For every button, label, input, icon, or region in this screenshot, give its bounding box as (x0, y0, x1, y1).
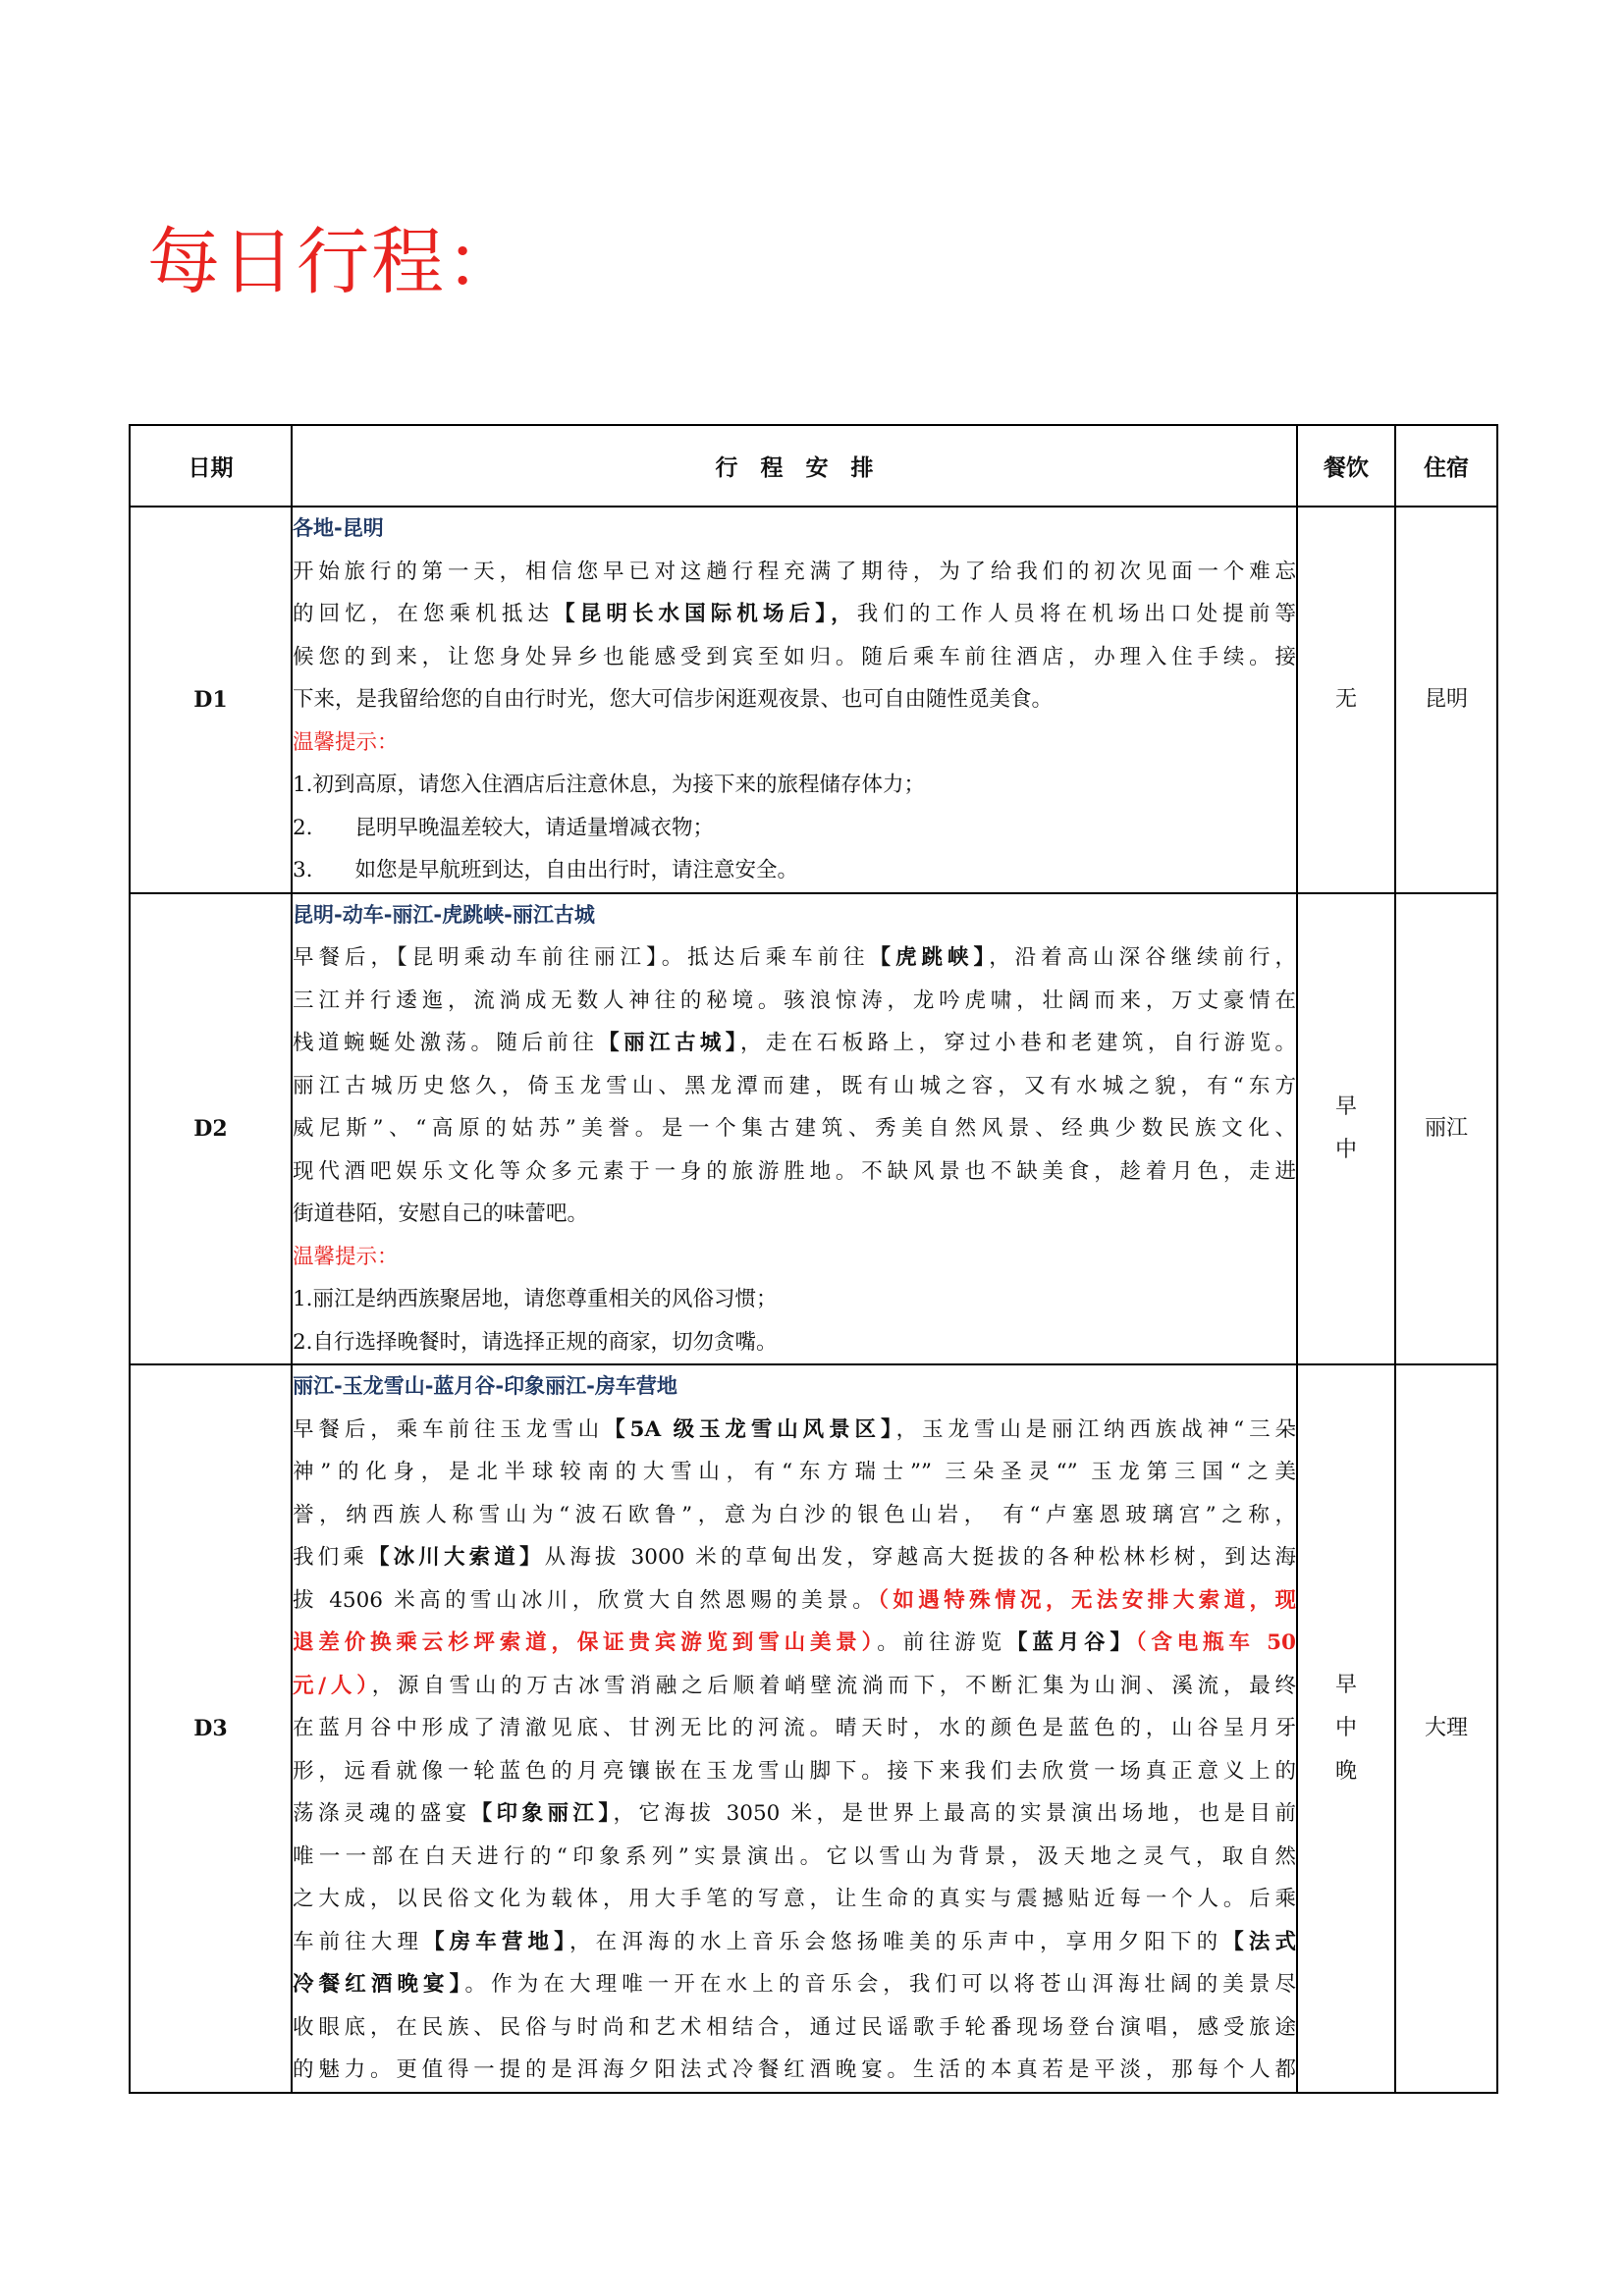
meal-lunch: 中 (1334, 1715, 1357, 1740)
body-line: 我们乘【冰川大索道】从海拔 3000 米的草甸出发，穿越高大挺拔的各种松林杉树，到达海 (293, 1545, 1296, 1570)
header-row (130, 425, 1497, 507)
body-line: 早餐后，【昆明乘动车前往丽江】。抵达后乘车前往【虎跳峡】，沿着高山深谷继续前行， (293, 945, 1296, 970)
tip-item: 1.丽江是纳西族聚居地，请您尊重相关的风俗习惯； (293, 1287, 778, 1311)
table-row-d2 (130, 893, 1497, 1365)
day-content (292, 893, 1297, 1365)
body-line: 唯一一部在白天进行的“印象系列”实景演出。它以雪山为背景，汲天地之灵气，取自然 (293, 1843, 1296, 1869)
meals-cell: 无 (1297, 507, 1395, 893)
route-title: 各地-昆明 (293, 516, 384, 540)
body-line: 早餐后，乘车前往玉龙雪山【5A 级玉龙雪山风景区】，玉龙雪山是丽江纳西族战神“三朵 (293, 1416, 1296, 1442)
meals-cell (1297, 1364, 1395, 2093)
meal-breakfast: 早 (1334, 1672, 1357, 1697)
day-content (292, 1364, 1297, 2093)
body-line: 退差价换乘云杉坪索道，保证贵宾游览到雪山美景）。前往游览【蓝月谷】（含电瓶车 50 (293, 1630, 1296, 1655)
tip-item: 3. 如您是早航班到达，自由出行时，请注意安全。 (293, 858, 799, 882)
tip-item: 2.自行选择晚餐时，请选择正规的商家，切勿贪嘴。 (293, 1329, 778, 1355)
body-line: 之大成，以民俗文化为载体，用大手笔的写意，让生命的真实与震撼贴近每一个人。后乘 (293, 1887, 1296, 1911)
body-line: 三江并行逶迤，流淌成无数人神往的秘境。骇浪惊涛，龙吟虎啸，壮阔而来，万丈豪情在 (293, 988, 1296, 1013)
body-line: 下来，是我留给您的自由行时光，您大可信步闲逛观夜景、也可自由随性觅美食。 (293, 687, 1054, 712)
lodging-cell: 丽江 (1395, 893, 1497, 1365)
tip-item: 2. 昆明早晚温差较大，请适量增减衣物； (293, 815, 715, 840)
body-line: 形，远看就像一轮蓝色的月亮镶嵌在玉龙雪山脚下。接下来我们去欣赏一场真正意义上的 (293, 1758, 1296, 1784)
tip-heading: 温馨提示： (293, 729, 399, 755)
day-label: D3 (130, 1364, 292, 2093)
route-title: 昆明-动车-丽江-虎跳峡-丽江古城 (293, 902, 595, 927)
day-label: D2 (130, 893, 292, 1365)
meal-breakfast: 早 (1334, 1094, 1357, 1119)
header-date: 日期 (130, 425, 292, 507)
day-label: D1 (130, 507, 292, 893)
body-line: 荡涤灵魂的盛宴【印象丽江】，它海拔 3050 米，是世界上最高的实景演出场地，也是目前 (293, 1801, 1296, 1826)
body-line: 的回忆，在您乘机抵达【昆明长水国际机场后】，我们的工作人员将在机场出口处提前等 (293, 602, 1296, 626)
lodging-cell: 大理 (1395, 1364, 1497, 2093)
body-line: 的魅力。更值得一提的是洱海夕阳法式冷餐红酒晚宴。生活的本真若是平淡，那每个人都 (293, 2057, 1296, 2082)
table-row-d1 (130, 507, 1497, 893)
body-line: 拔 4506 米高的雪山冰川，欣赏大自然恩赐的美景。（如遇特殊情况，无法安排大索道，现 (293, 1587, 1296, 1613)
body-line: 威尼斯”、“高原的姑苏”美誉。是一个集古建筑、秀美自然风景、经典少数民族文化、 (293, 1116, 1296, 1141)
body-line: 在蓝月谷中形成了清澈见底、甘洌无比的河流。晴天时，水的颜色是蓝色的，山谷呈月牙 (293, 1716, 1296, 1740)
body-line: 冷餐红酒晚宴】。作为在大理唯一开在水上的音乐会，我们可以将苍山洱海壮阔的美景尽 (293, 1972, 1296, 1997)
route-title: 丽江-玉龙雪山-蓝月谷-印象丽江-房车营地 (293, 1374, 677, 1398)
meals-cell (1297, 893, 1395, 1365)
page-title: 每日行程： (147, 220, 520, 304)
header-meals: 餐饮 (1297, 425, 1395, 507)
header-arrangement: 行 程 安 排 (292, 425, 1297, 507)
body-line: 元/人），源自雪山的万古冰雪消融之后顺着峭壁流淌而下，不断汇集为山涧、溪流，最终 (293, 1673, 1296, 1698)
header-lodging: 住宿 (1395, 425, 1497, 507)
body-line: 收眼底，在民族、民俗与时尚和艺术相结合，通过民谣歌手轮番现场登台演唱，感受旅途 (293, 2014, 1296, 2040)
body-line: 誉，纳西族人称雪山为“波石欧鲁”，意为白沙的银色山岩， 有“卢塞恩玻璃宫”之称， (293, 1502, 1296, 1527)
body-line: 开始旅行的第一天，相信您早已对这趟行程充满了期待，为了给我们的初次见面一个难忘 (293, 559, 1296, 584)
itinerary-table (129, 424, 1498, 2094)
lodging-cell: 昆明 (1395, 507, 1497, 893)
tip-heading: 温馨提示： (293, 1244, 399, 1269)
body-line: 候您的到来，让您身处异乡也能感受到宾至如归。随后乘车前往酒店，办理入住手续。接 (293, 644, 1296, 669)
body-line: 丽江古城历史悠久，倚玉龙雪山、黑龙潭而建，既有山城之容，又有水城之貌，有“东方 (293, 1073, 1296, 1098)
meal-dinner: 晚 (1334, 1758, 1357, 1784)
meal-lunch: 中 (1334, 1137, 1357, 1162)
body-line: 栈道蜿蜒处激荡。随后前往【丽江古城】，走在石板路上，穿过小巷和老建筑，自行游览。 (293, 1031, 1296, 1055)
body-line: 车前往大理【房车营地】，在洱海的水上音乐会悠扬唯美的乐声中，享用夕阳下的【法式 (293, 1929, 1296, 1954)
table-row-d3 (130, 1364, 1497, 2093)
body-line: 现代酒吧娱乐文化等众多元素于一身的旅游胜地。不缺风景也不缺美食，趁着月色，走进 (293, 1158, 1296, 1184)
day-content (292, 507, 1297, 893)
body-line: 街道巷陌，安慰自己的味蕾吧。 (293, 1201, 589, 1226)
body-line: 神”的化身，是北半球较南的大雪山，有“东方瑞士”” 三朵圣灵“” 玉龙第三国“之美 (293, 1460, 1296, 1484)
tip-item: 1.初到高原，请您入住酒店后注意休息，为接下来的旅程储存体力； (293, 773, 926, 797)
